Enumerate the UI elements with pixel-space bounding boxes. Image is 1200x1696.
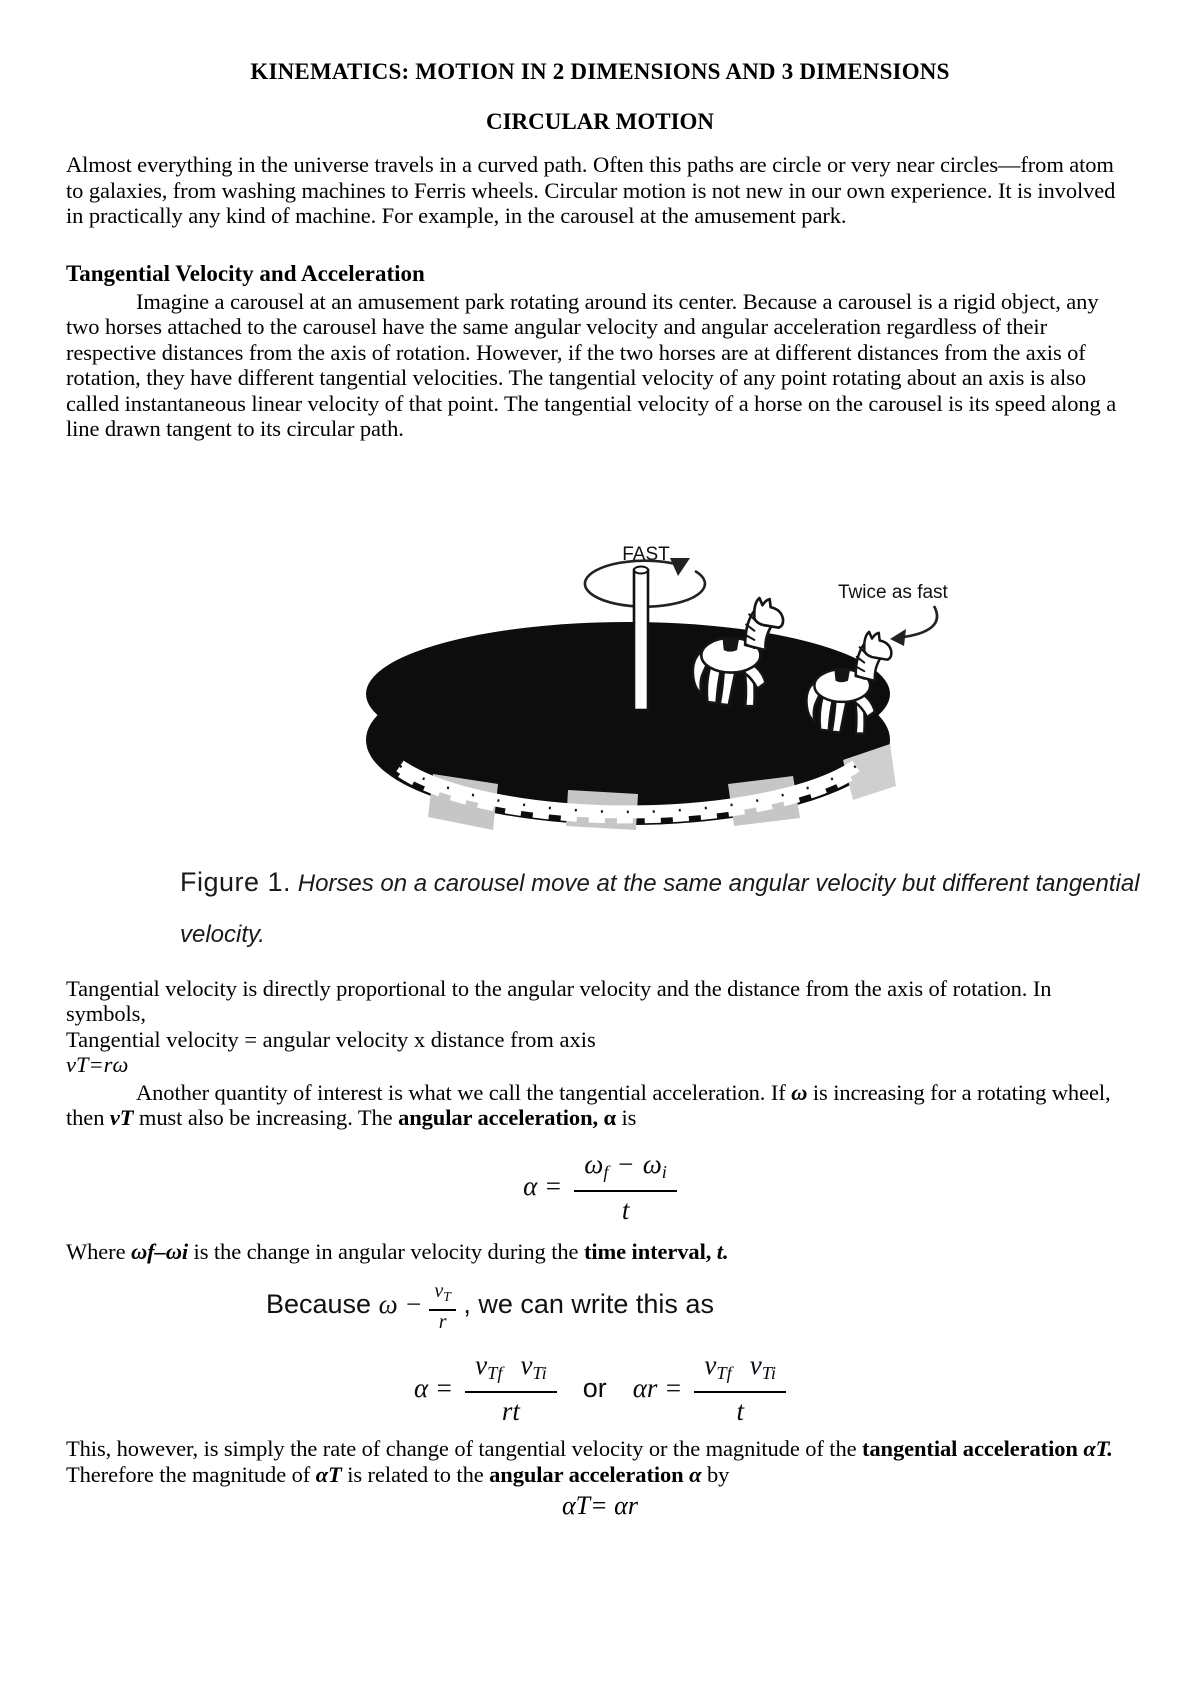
sub-f: f <box>603 1161 609 1182</box>
proportional-paragraph: Tangential velocity is directly proportional to the angular velocity and the distance from the axis of rotation. In symbols, <box>66 975 1052 1026</box>
text-run: is related to the <box>341 1461 490 1487</box>
figure-caption <box>180 858 1140 962</box>
figure-caption-line1 <box>180 858 1140 911</box>
figure-1-illustration <box>338 532 1010 832</box>
alpha-denominator: t <box>621 1194 630 1225</box>
v-symbol: v <box>434 1280 444 1303</box>
alpha-T-symbol: αT <box>315 1461 342 1487</box>
fraction-numerator <box>429 1280 455 1311</box>
time-interval-term: time interval, <box>583 1238 717 1264</box>
carousel-figure-svg <box>338 532 1010 832</box>
text-run: is the change in angular velocity during the <box>188 1238 584 1264</box>
minus-sign: − <box>616 1148 635 1179</box>
figure-caption-label: Figure 1. <box>180 866 292 897</box>
section-paragraph: Imagine a carousel at an amusement park rotating around its center. Because a carousel is a rigid object, any two horses attached to the carousel have the same angular velocity and angular acceleration regardless of their respective distances from the axis of rotation. However, if the two horses are at different distances from the axis of rotation, they have different tangential velocities. The tangential velocity of any point rotating about an axis is also called instantaneous linear velocity of that point. The tangential velocity of a horse on the carousel is its speed along a line drawn tangent to its circular path. <box>66 288 1117 441</box>
v-symbol: v <box>520 1349 533 1380</box>
alpha-T-symbol: αT. <box>1083 1436 1113 1462</box>
minus-sign: − <box>397 1289 430 1320</box>
twice-as-fast-arrow <box>890 606 937 646</box>
fraction-denominator: r <box>438 1310 447 1333</box>
document-subtitle: CIRCULAR MOTION <box>485 109 715 134</box>
v-symbol: v <box>475 1349 488 1380</box>
tangential-acceleration-formulas <box>66 1350 1134 1426</box>
text-run: must also be increasing. The <box>133 1105 399 1130</box>
fraction-2 <box>694 1350 786 1426</box>
because-line <box>266 1280 1134 1332</box>
carousel-pole <box>634 566 648 710</box>
alpha-r-lhs: αr = <box>632 1372 683 1403</box>
figure-caption-text: Horses on a carousel move at the same angular velocity but different tangential <box>291 869 1140 897</box>
figure-caption-line2: velocity. <box>180 920 265 948</box>
where-paragraph <box>66 1239 1134 1265</box>
fast-label: FAST <box>622 543 670 565</box>
fraction-2-denominator: t <box>736 1396 744 1427</box>
text-run: This, however, is simply the rate of change of tangential velocity or the magnitude of the <box>66 1436 863 1462</box>
sub-Tf: Tf <box>716 1363 732 1384</box>
t-symbol: t. <box>716 1238 729 1264</box>
document-title: KINEMATICS: MOTION IN 2 DIMENSIONS AND 3 DIMENSIONS <box>250 59 950 84</box>
omega-symbol: ω <box>791 1079 808 1105</box>
sub-Tf: Tf <box>487 1363 503 1384</box>
fraction-2-numerator <box>694 1350 786 1393</box>
sub-Ti: Ti <box>532 1363 547 1384</box>
section-heading: Tangential Velocity and Acceleration <box>66 260 425 286</box>
angular-acceleration-term: angular acceleration <box>489 1461 690 1487</box>
alpha-T-equals-alpha-r-formula: αT= αr <box>562 1491 638 1521</box>
intro-paragraph: Almost everything in the universe travels in a curved path. Often this paths are circle or very near circles—from atom to galaxies, from washing machines to Ferris wheels. Circular motion is not new in our own experience. It is involved in practically any kind of machine. For example, in the carousel at the amusement park. <box>66 152 1116 228</box>
tangential-equation-words: Tangential velocity = angular velocity x distance from axis <box>66 1026 596 1052</box>
fraction-1 <box>465 1350 557 1426</box>
text-run: Where <box>66 1238 131 1264</box>
sub-i: i <box>661 1161 667 1182</box>
text-run: is increasing for a rotating wheel, then <box>66 1079 1111 1130</box>
or-word: or <box>582 1372 607 1403</box>
text-run: is <box>616 1105 637 1130</box>
vt-equation: vT=rω <box>66 1052 129 1077</box>
v-symbol: v <box>749 1349 762 1380</box>
alpha-lhs: α = <box>413 1372 454 1403</box>
conclusion-paragraph <box>66 1436 1134 1487</box>
alpha-fraction <box>574 1149 677 1225</box>
symbols-block <box>66 976 1134 1078</box>
omega-f: ω <box>584 1148 604 1179</box>
v-symbol: v <box>704 1349 717 1380</box>
alpha-symbol: α <box>689 1461 702 1487</box>
text-run: Another quantity of interest is what we call the tangential acceleration. If <box>136 1079 792 1105</box>
sub-T: T <box>443 1288 451 1304</box>
omega-i: ω <box>642 1148 662 1179</box>
vt-symbol: vT <box>109 1105 134 1130</box>
text-run: by <box>701 1461 730 1487</box>
text-run: Because <box>266 1289 379 1320</box>
omega-symbol: ω <box>378 1289 398 1320</box>
omega-difference: ωf–ωi <box>130 1238 189 1264</box>
fraction-1-numerator <box>465 1350 557 1393</box>
vt-over-r-fraction <box>429 1280 455 1332</box>
alpha-numerator <box>574 1149 677 1192</box>
fraction-1-denominator: rt <box>501 1396 520 1427</box>
twice-as-fast-label: Twice as fast <box>838 581 948 603</box>
carousel-platform <box>366 622 896 830</box>
text-run: Therefore the magnitude of <box>66 1461 316 1487</box>
alpha-formula <box>66 1149 1134 1225</box>
angular-acceleration-term: angular acceleration, α <box>398 1105 616 1130</box>
text-run: , we can write this as <box>455 1289 714 1320</box>
alpha-lhs: α = <box>523 1171 563 1202</box>
angular-acceleration-paragraph <box>66 1080 1134 1131</box>
tangential-acceleration-term: tangential acceleration <box>862 1436 1084 1462</box>
sub-Ti: Ti <box>761 1363 776 1384</box>
